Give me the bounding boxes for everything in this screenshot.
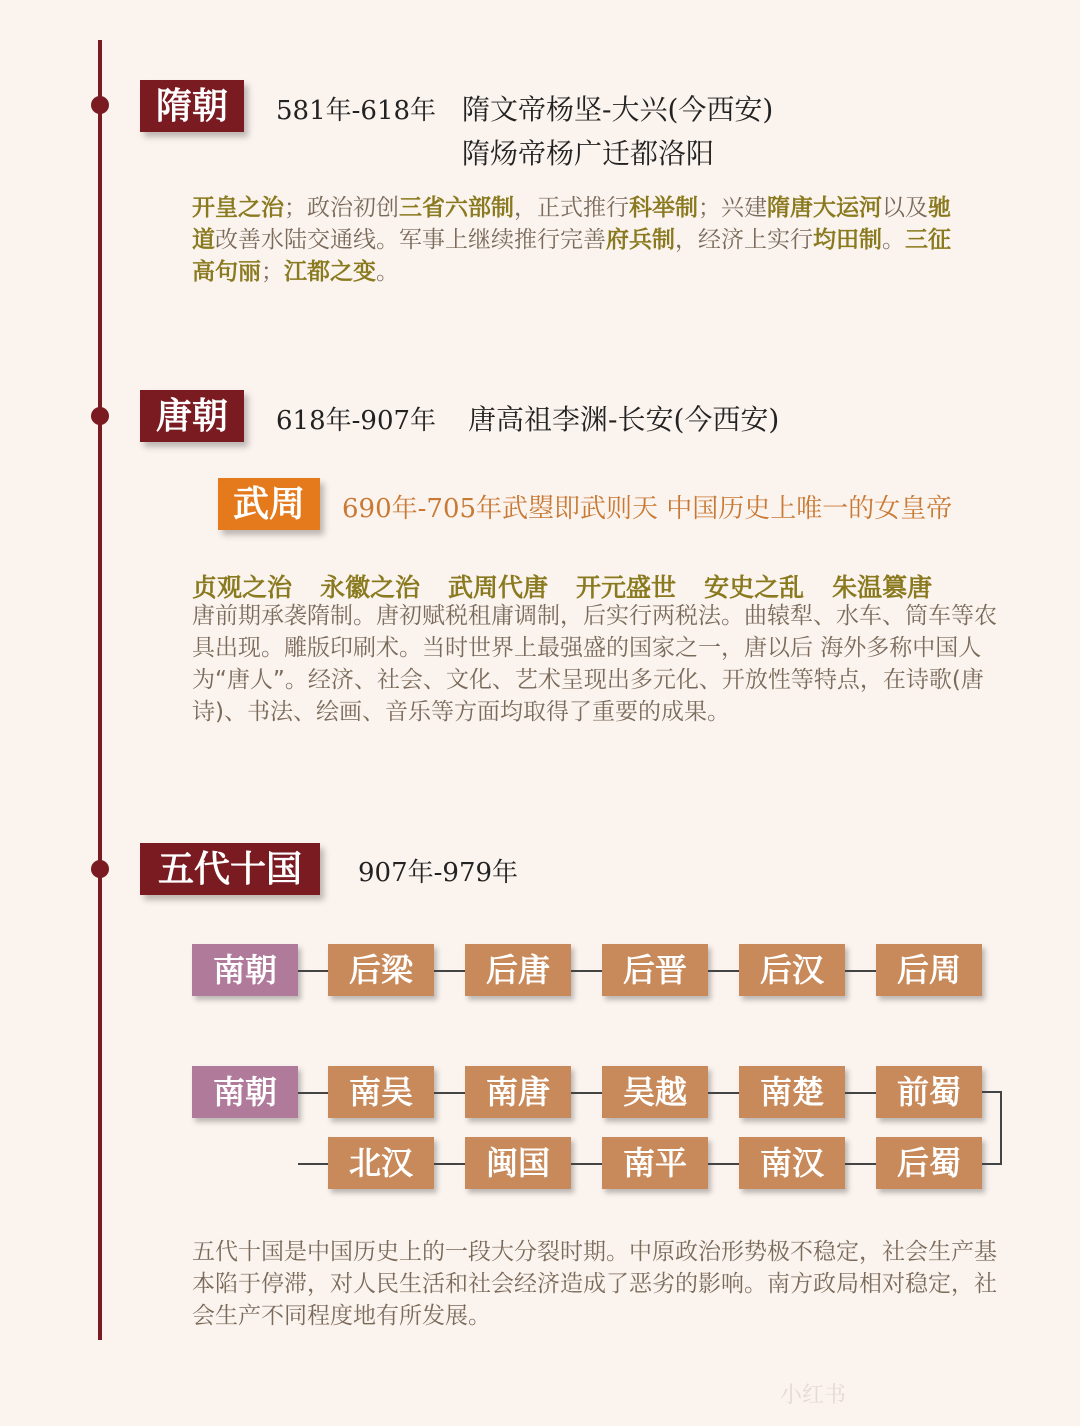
kingdom-box: 南汉 xyxy=(739,1137,845,1189)
sui-desc-segment: 三省六部制 xyxy=(399,195,514,221)
sui-founder-1: 隋文帝杨坚-大兴(今西安) xyxy=(462,93,774,126)
connector-line xyxy=(298,970,328,972)
sui-founder-2: 隋炀帝杨广迁都洛阳 xyxy=(462,137,715,170)
sui-desc-segment: 驰道 xyxy=(192,195,951,253)
sui-description xyxy=(192,192,972,288)
sui-desc-segment: 以及 xyxy=(882,195,928,221)
row-label-box: 南朝 xyxy=(192,1066,298,1118)
kingdom-box: 前蜀 xyxy=(876,1066,982,1118)
kingdom-box: 南唐 xyxy=(465,1066,571,1118)
bracket-line xyxy=(982,1091,1002,1093)
kingdom-box: 后周 xyxy=(876,944,982,996)
kingdom-box: 后汉 xyxy=(739,944,845,996)
sui-desc-segment: ，经济上实行 xyxy=(675,227,813,253)
tang-highlights xyxy=(192,568,960,604)
sui-desc-segment: 三征高句丽 xyxy=(192,227,951,285)
wuzhou-text: 690年-705年武曌即武则天 中国历史上唯一的女皇帝 xyxy=(342,494,953,524)
tang-highlight: 贞观之治 xyxy=(192,573,293,602)
sui-desc-segment: 隋唐大运河 xyxy=(767,195,882,221)
tang-dates: 618年-907年 xyxy=(276,406,437,436)
connector-line xyxy=(298,1092,328,1094)
connector-line xyxy=(708,1163,739,1165)
tang-tag: 唐朝 xyxy=(140,390,244,442)
sui-desc-segment: 改善水陆交通线。军事上继续推行完善 xyxy=(215,227,606,253)
tang-founder: 唐高祖李渊-长安(今西安) xyxy=(468,403,780,436)
sui-desc-segment: 。 xyxy=(376,259,399,285)
connector-line xyxy=(845,1163,876,1165)
bracket-line xyxy=(1000,1091,1002,1164)
tang-description: 唐前期承袭隋制。唐初赋税租庸调制，后实行两税法。曲辕犁、水车、筒车等农具出现。雕版印刷术。当时世界上最强盛的国家之一，唐以后 海外多称中国人为“唐人”。经济、社会、文化、艺术呈现出多元化、开放性等特点，在诗歌(唐诗)、书法、绘画、音乐等方面均取得了重要的成果。 xyxy=(192,603,997,725)
sui-desc-segment: 府兵制 xyxy=(606,227,675,253)
kingdom-box: 后唐 xyxy=(465,944,571,996)
kingdom-box: 后梁 xyxy=(328,944,434,996)
timeline-dot-tang xyxy=(91,407,109,425)
connector-line xyxy=(708,1092,739,1094)
wudai-dates: 907年-979年 xyxy=(358,858,519,888)
connector-line xyxy=(571,1092,602,1094)
connector-line xyxy=(571,1163,602,1165)
bracket-line xyxy=(982,1163,1002,1165)
timeline-dot-wudai xyxy=(91,860,109,878)
connector-line xyxy=(434,970,465,972)
kingdom-box: 南吴 xyxy=(328,1066,434,1118)
kingdom-box: 后晋 xyxy=(602,944,708,996)
tang-highlight: 朱温篡唐 xyxy=(832,573,933,602)
sui-desc-segment: 开皇之治 xyxy=(192,195,284,221)
sui-tag: 隋朝 xyxy=(140,80,244,132)
wudai-tag: 五代十国 xyxy=(140,843,320,895)
sui-desc-segment: 科举制 xyxy=(629,195,698,221)
kingdom-box: 后蜀 xyxy=(876,1137,982,1189)
connector-line xyxy=(845,970,876,972)
sui-desc-segment: ； xyxy=(261,259,284,285)
sui-desc-segment: ；兴建 xyxy=(698,195,767,221)
watermark: 小红书 xyxy=(780,1383,847,1408)
connector-line xyxy=(708,970,739,972)
timeline-line xyxy=(98,40,102,1340)
kingdom-box: 南平 xyxy=(602,1137,708,1189)
kingdom-box: 北汉 xyxy=(328,1137,434,1189)
kingdom-box: 南楚 xyxy=(739,1066,845,1118)
sui-desc-segment: ，正式推行 xyxy=(514,195,629,221)
tang-highlight: 永徽之治 xyxy=(320,573,421,602)
sui-desc-segment: 江都之变 xyxy=(284,259,376,285)
tang-highlight: 开元盛世 xyxy=(576,573,677,602)
timeline-dot-sui xyxy=(91,96,109,114)
connector-line xyxy=(434,1163,465,1165)
wuzhou-tag: 武周 xyxy=(218,478,320,530)
connector-line xyxy=(298,1163,328,1165)
connector-line xyxy=(434,1092,465,1094)
sui-desc-segment: 均田制 xyxy=(813,227,882,253)
tang-highlight: 武周代唐 xyxy=(448,573,549,602)
sui-desc-segment: 。 xyxy=(882,227,905,253)
row-label-box: 南朝 xyxy=(192,944,298,996)
wudai-description: 五代十国是中国历史上的一段大分裂时期。中原政治形势极不稳定，社会生产基本陷于停滞，对人民生活和社会经济造成了恶劣的影响。南方政局相对稳定，社会生产不同程度地有所发展。 xyxy=(192,1239,997,1329)
sui-desc-segment: ；政治初创 xyxy=(284,195,399,221)
connector-line xyxy=(845,1092,876,1094)
sui-dates: 581年-618年 xyxy=(276,96,437,126)
kingdom-box: 吴越 xyxy=(602,1066,708,1118)
connector-line xyxy=(571,970,602,972)
tang-highlight: 安史之乱 xyxy=(704,573,805,602)
kingdom-box: 闽国 xyxy=(465,1137,571,1189)
